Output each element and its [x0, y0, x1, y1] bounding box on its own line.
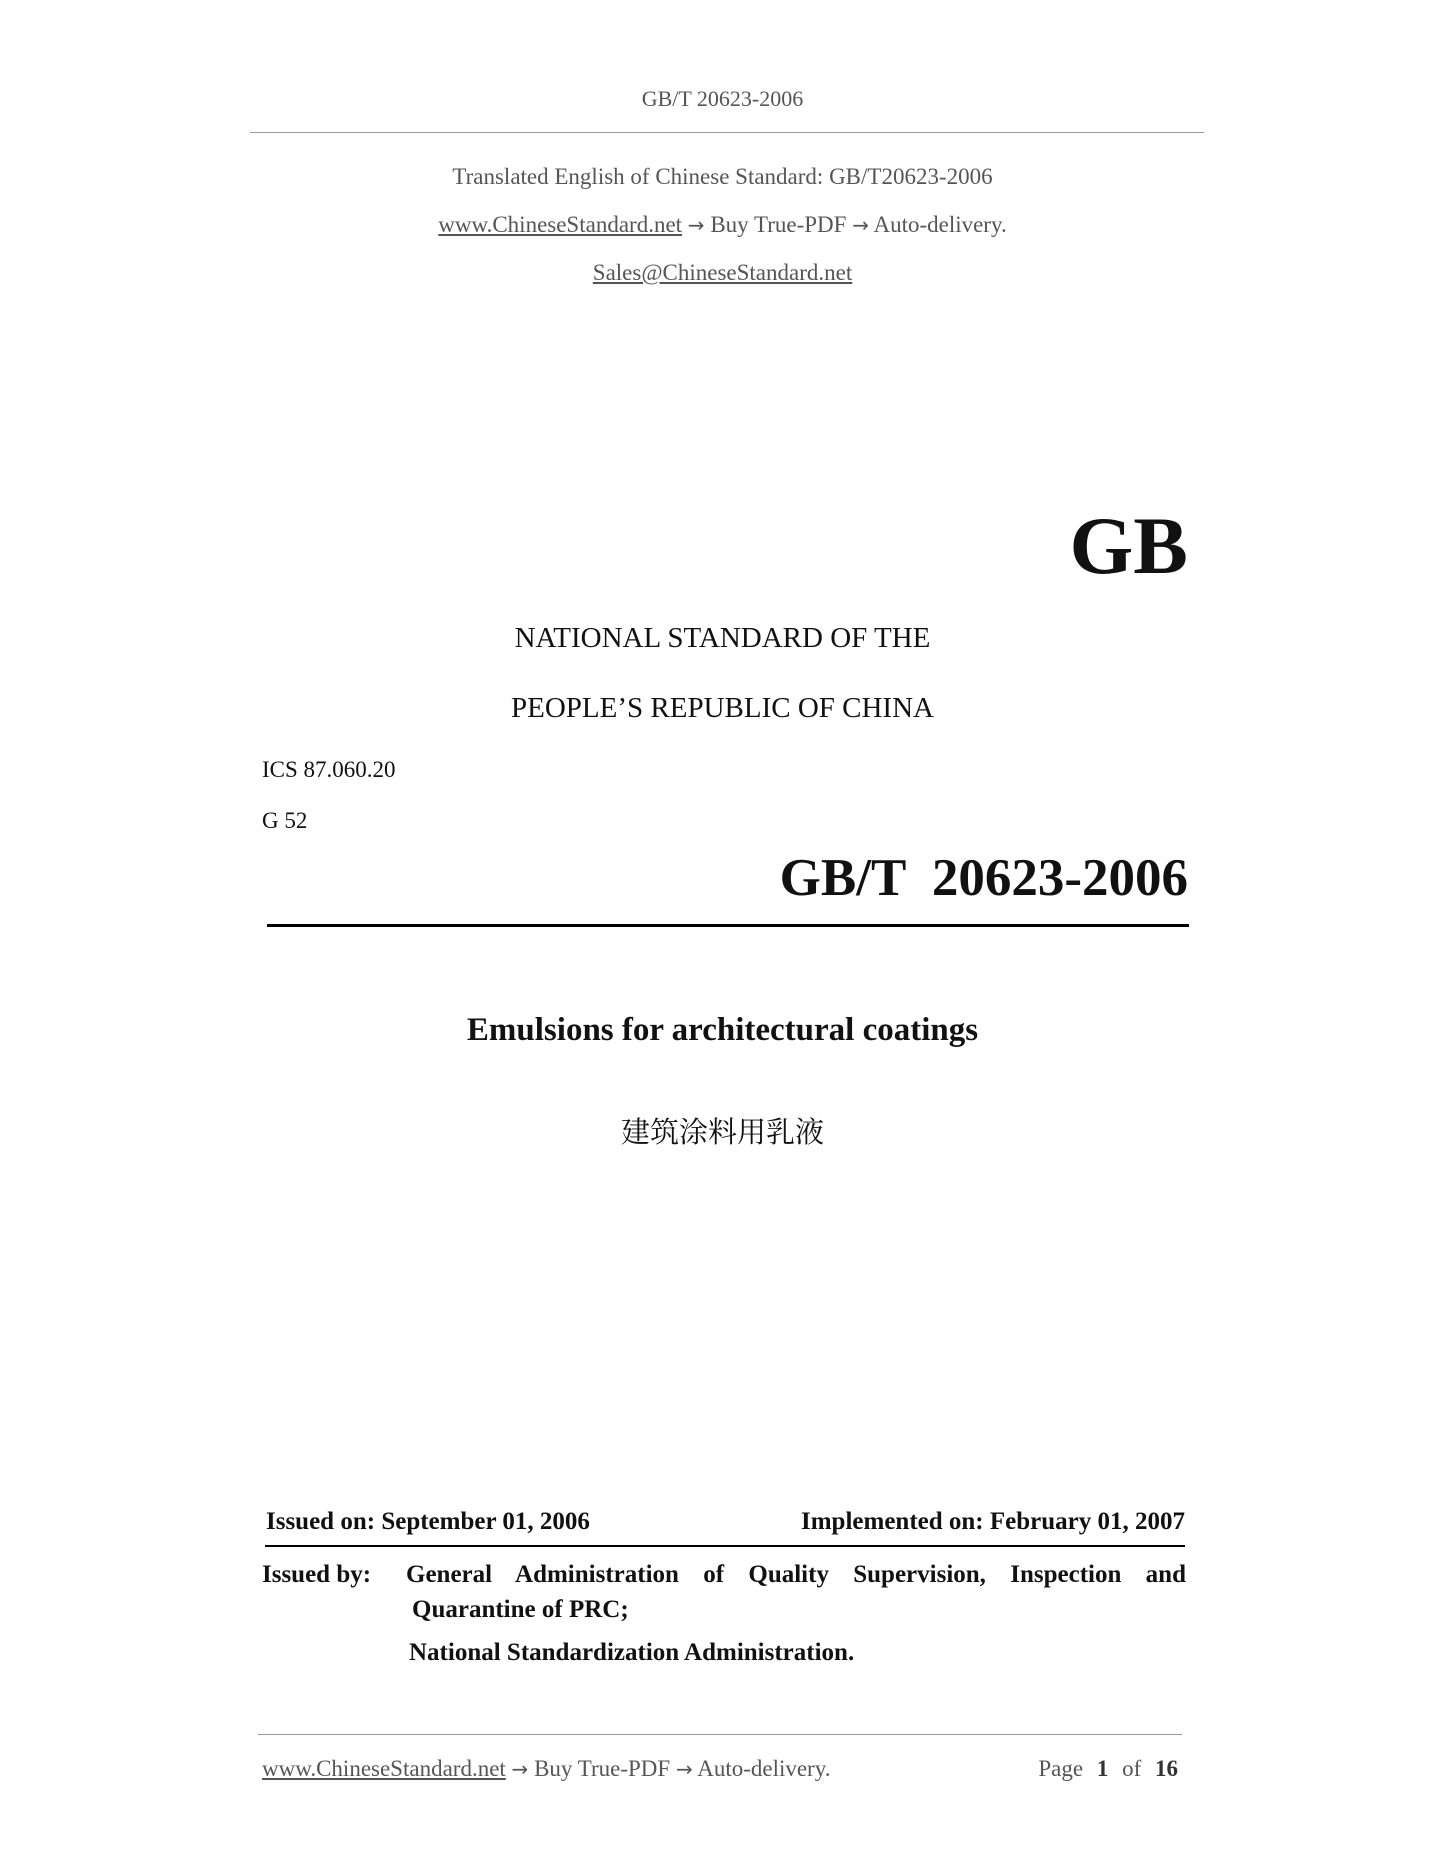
of-label: of [1122, 1756, 1142, 1781]
purchase-line [0, 212, 1445, 238]
implemented-date: Implemented on: February 01, 2007 [801, 1508, 1185, 1535]
buy-text: Buy True-PDF [710, 212, 847, 237]
page-total: 16 [1155, 1756, 1178, 1781]
page-label: Page [1038, 1756, 1084, 1781]
arrow-right-icon: → [675, 1757, 693, 1781]
footer-rule [258, 1734, 1182, 1735]
footer-purchase-line [262, 1756, 830, 1782]
header-rule [250, 132, 1204, 133]
arrow-right-icon: → [511, 1757, 529, 1781]
issued-date: Issued on: September 01, 2006 [266, 1508, 590, 1535]
footer-buy-text: Buy True-PDF [534, 1756, 671, 1781]
ics-code: ICS 87.060.20 [262, 757, 396, 782]
footer-delivery-text: Auto-delivery. [697, 1756, 831, 1781]
page-number: 1 [1096, 1756, 1109, 1781]
footer-site-link[interactable]: www.ChineseStandard.net [262, 1756, 506, 1781]
page-indicator [1038, 1756, 1178, 1782]
issuer-line-3: National Standardization Administration. [409, 1639, 855, 1666]
ccs-code: G 52 [262, 808, 308, 833]
standard-number: GB/T 20623-2006 [779, 849, 1188, 907]
sales-email-link[interactable]: Sales@ChineseStandard.net [592, 260, 853, 285]
title-chinese: 建筑涂料用乳液 [620, 1115, 824, 1149]
issuer-line-2: Quarantine of PRC; [412, 1596, 629, 1623]
org-line-1: NATIONAL STANDARD OF THE [514, 622, 931, 654]
dates-rule [265, 1545, 1185, 1547]
standard-number-rule [267, 924, 1189, 927]
delivery-text: Auto-delivery. [873, 212, 1007, 237]
arrow-right-icon: → [687, 213, 705, 237]
email-line [0, 260, 1445, 286]
org-line-2: PEOPLE’S REPUBLIC OF CHINA [511, 692, 934, 724]
issuer-line-1: General Administration of Quality Supervision, Inspection and [406, 1561, 1186, 1588]
arrow-right-icon: → [852, 213, 869, 237]
running-header: GB/T 20623-2006 [641, 86, 804, 111]
gb-logo: GB [1069, 500, 1188, 591]
site-link[interactable]: www.ChineseStandard.net [438, 212, 683, 237]
translated-notice: Translated English of Chinese Standard: GB/T20623-2006 [452, 164, 993, 189]
title-english: Emulsions for architectural coatings [466, 1012, 979, 1048]
issued-by-label: Issued by: [262, 1561, 372, 1588]
